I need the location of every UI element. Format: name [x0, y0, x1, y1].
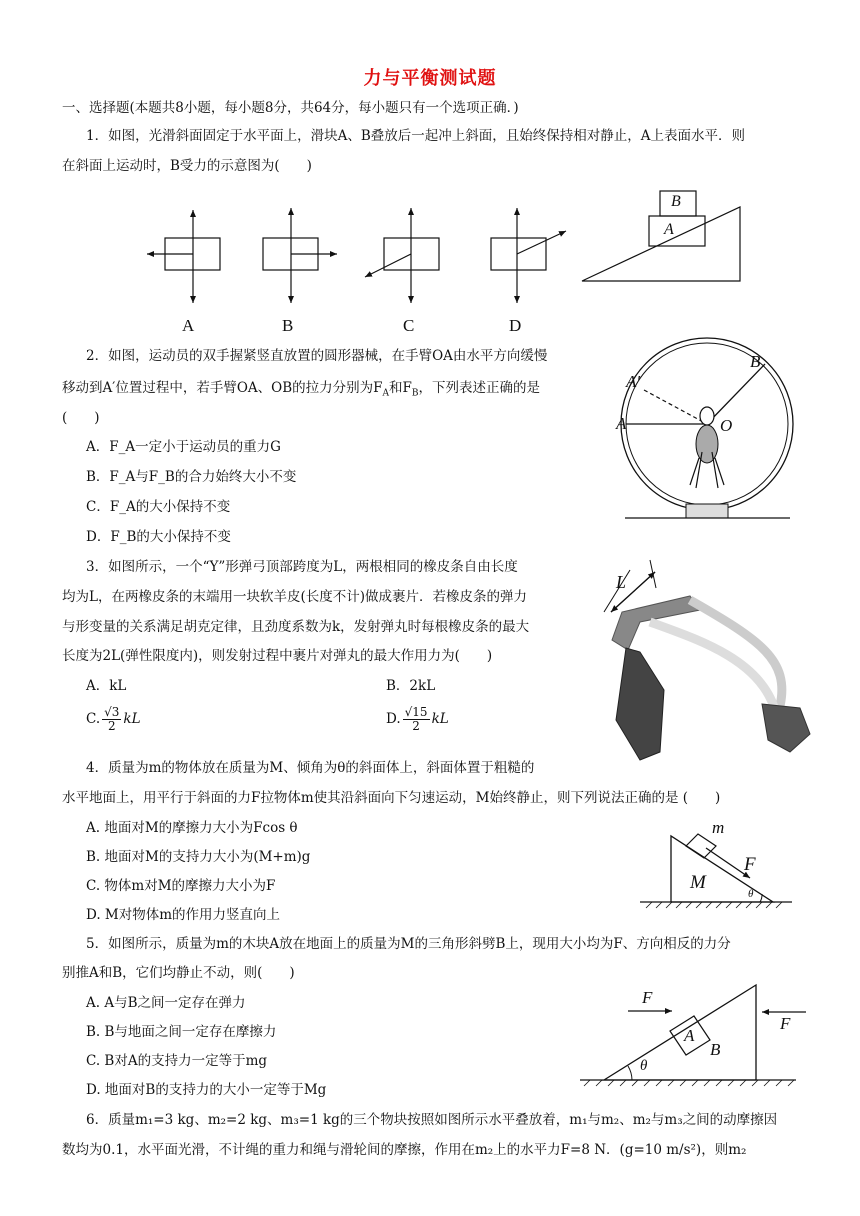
q2-option-d: D．F_B的大小保持不变 — [86, 529, 231, 545]
q3-option-d: D. $\frac{√15}{2}$ kL — [386, 705, 449, 733]
q2-option-c: C．F_A的大小保持不变 — [86, 499, 231, 515]
q4-fig-label-theta: θ — [748, 888, 754, 900]
q2-option-a: A．F_A一定小于运动员的重力G — [86, 439, 281, 455]
q5-text-line1: 5．如图所示，质量为m的木块A放在地面上的质量为M的三角形斜劈B上，现用大小均为F、方向相反的力分 — [86, 936, 731, 952]
q3-option-b: B．2kL — [386, 678, 436, 694]
q3-text-line1: 3．如图所示，一个“Y”形弹弓顶部跨度为L，两根相同的橡皮条自由长度 — [86, 559, 518, 575]
q4-option-a: A. 地面对M的摩擦力大小为Fcos θ — [86, 820, 298, 836]
q4-text-line1: 4．质量为m的物体放在质量为M、倾角为θ的斜面体上，斜面体置于粗糙的 — [86, 760, 535, 776]
section-heading: 一、选择题(本题共8小题，每小题8分，共64分，每小题只有一个选项正确．) — [62, 100, 519, 116]
q4-fig-label-big-m: M — [690, 872, 706, 893]
q1-fig-label-a: A — [664, 221, 674, 238]
q5-fig-label-b: B — [710, 1040, 721, 1059]
q4-text-line2: 水平地面上，用平行于斜面的力F拉物体m使其沿斜面向下匀速运动，M始终静止，则下列说法正确的是 ( ) — [62, 790, 721, 806]
q3-option-c: C. $\frac{√3}{2}$ kL — [86, 705, 141, 733]
q3-text-line2: 均为L，在两橡皮条的末端用一块软羊皮(长度不计)做成裹片．若橡皮条的弹力 — [62, 589, 527, 605]
q5-option-d: D. 地面对B的支持力的大小一定等于Mg — [86, 1082, 327, 1098]
q1-choice-label-d: D — [509, 316, 522, 335]
q5-option-a: A. A与B之间一定存在弹力 — [86, 995, 246, 1011]
q1-text-line2: 在斜面上运动时，B受力的示意图为( ) — [62, 158, 312, 174]
q3-fig-label-l: L — [616, 572, 627, 592]
q2-text-line2: 移动到A′位置过程中，若手臂OA、OB的拉力分别为$F_A$和$F_B$，下列表述正确的是 — [62, 380, 540, 399]
q5-fig-label-a: A — [684, 1026, 695, 1045]
q6-text-line1: 6．质量m₁=3 kg、m₂=2 kg、m₃=1 kg的三个物块按照如图所示水平叠放着，m₁与m₂、m₂与m₃之间的动摩擦因 — [86, 1112, 778, 1128]
q3-text-line4: 长度为2L(弹性限度内)，则发射过程中裹片对弹丸的最大作用力为( ) — [62, 648, 493, 664]
q2-fig-label-o: O — [720, 416, 733, 435]
q2-text-line3: ( ) — [62, 410, 100, 426]
q5-fig-label-f-right: F — [780, 1014, 791, 1033]
page-title: 力与平衡测试题 — [363, 68, 497, 89]
q1-fig-label-b: B — [671, 193, 681, 210]
q2-fig-label-a-prime: A′ — [626, 372, 641, 391]
q5-option-c: C. B对A的支持力一定等于mg — [86, 1053, 268, 1069]
q2-fig-label-a: A — [616, 414, 627, 433]
q6-text-line2: 数均为0.1，水平面光滑，不计绳的重力和绳与滑轮间的摩擦，作用在m₂上的水平力F=8 N．(g=10 m/s²)，则m₂ — [62, 1142, 747, 1158]
q1-choice-label-b: B — [282, 316, 294, 335]
q5-option-b: B. B与地面之间一定存在摩擦力 — [86, 1024, 277, 1040]
q4-fig-label-f: F — [744, 854, 756, 875]
q1-text-line1: 1．如图，光滑斜面固定于水平面上，滑块A、B叠放后一起冲上斜面，且始终保持相对静止，A上表面水平．则 — [86, 128, 746, 144]
q3-option-a: A．kL — [86, 678, 127, 694]
q1-choice-label-c: C — [403, 316, 415, 335]
q3-text-line3: 与形变量的关系满足胡克定律，且劲度系数为k，发射弹丸时每根橡皮条的最大 — [62, 619, 530, 635]
q4-option-c: C. 物体m对M的摩擦力大小为F — [86, 878, 276, 894]
q1-choice-label-a: A — [182, 316, 195, 335]
q2-text-line1: 2．如图，运动员的双手握紧竖直放置的圆形器械，在手臂OA由水平方向缓慢 — [86, 348, 548, 364]
q5-text-line2: 别推A和B，它们均静止不动，则( ) — [62, 965, 295, 981]
q5-fig-label-theta: θ — [640, 1058, 648, 1074]
q4-option-d: D. M对物体m的作用力竖直向上 — [86, 907, 281, 923]
q5-fig-label-f-left: F — [642, 988, 653, 1007]
q4-option-b: B. 地面对M的支持力大小为(M+m)g — [86, 849, 311, 865]
q2-fig-label-b: B — [750, 352, 761, 371]
q4-fig-label-m: m — [712, 818, 725, 837]
q2-option-b: B．F_A与F_B的合力始终大小不变 — [86, 469, 297, 485]
